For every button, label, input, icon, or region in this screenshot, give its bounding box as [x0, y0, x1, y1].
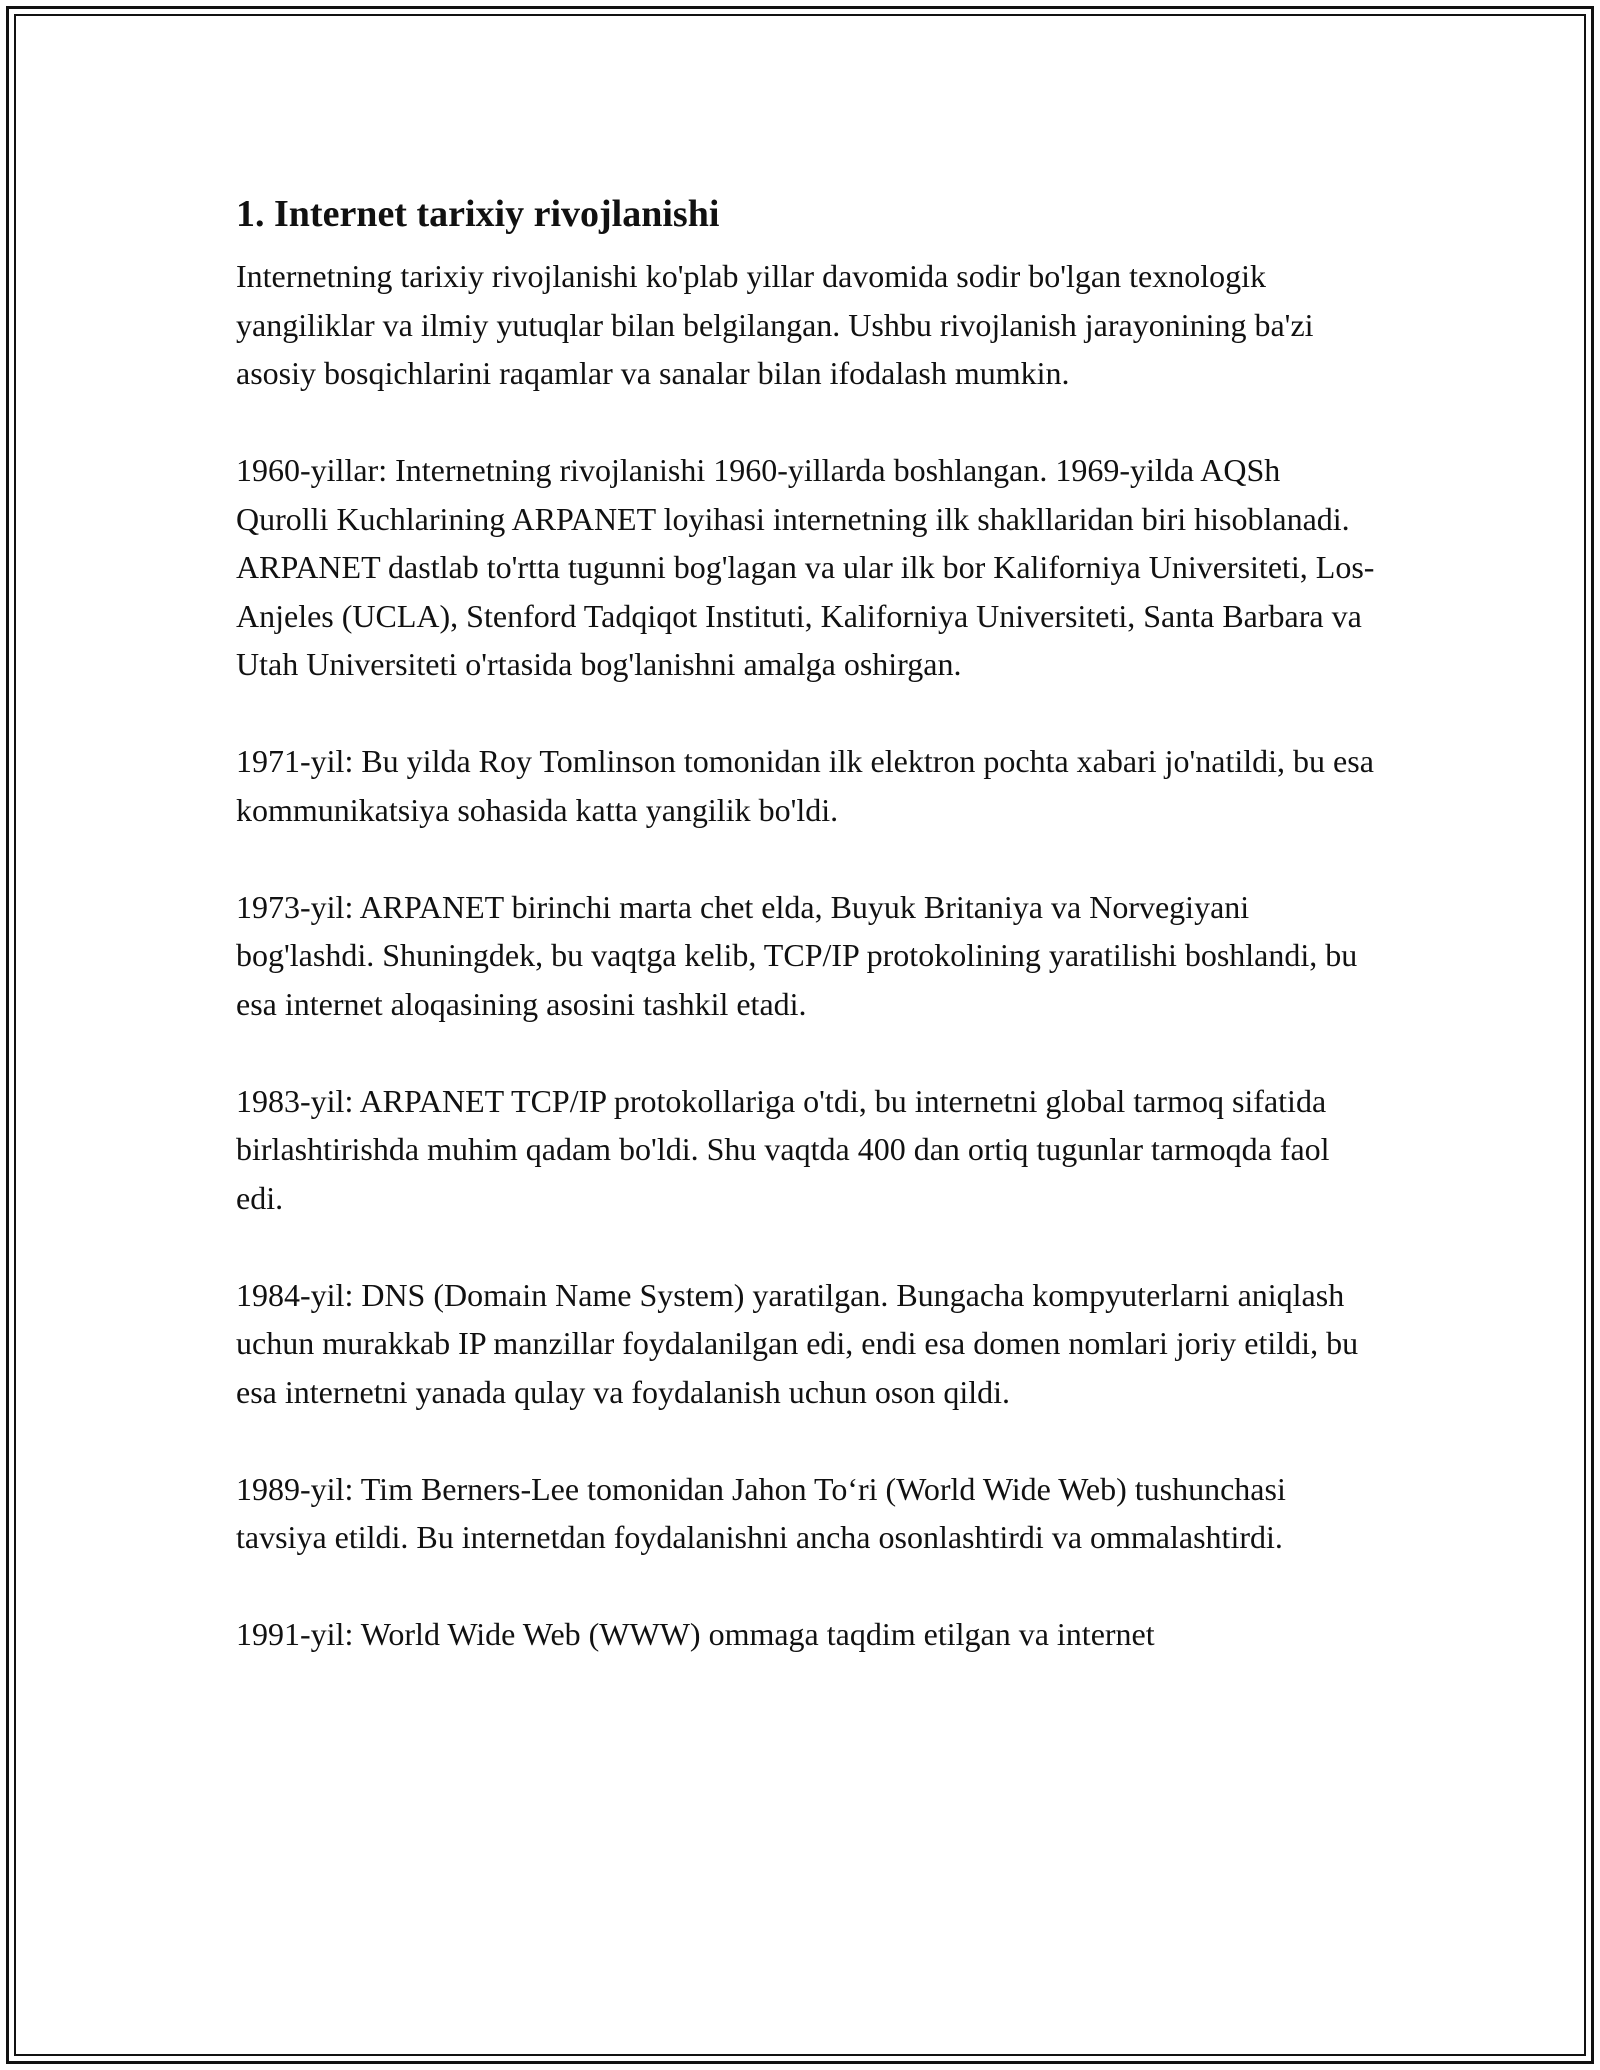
- paragraph-1983: 1983-yil: ARPANET TCP/IP protokollariga o'tdi, bu internetni global tarmoq sifatida birlashtirishda muhim qadam bo'ldi. Shu vaqtda 400 dan ortiq tugunlar tarmoqda faol edi.: [236, 1082, 1330, 1216]
- paragraph-1973: 1973-yil: ARPANET birinchi marta chet elda, Buyuk Britaniya va Norvegiyani bog'lashdi. Shuningdek, bu vaqtga kelib, TCP/IP protokolining yaratilishi boshlandi, bu esa internet aloqasining asosini tashkil etadi.: [236, 888, 1358, 1022]
- paragraph-1960s: 1960-yillar: Internetning rivojlanishi 1960-yillarda boshlangan. 1969-yilda AQSh Qurolli Kuchlarining ARPANET loyihasi internetning ilk shakllaridan biri hisoblanadi. ARPANET dastlab to'rtta tugunni bog'lagan va ular ilk bor Kaliforniya Universiteti, Los-Anjeles (UCLA), Stenford Tadqiqot Instituti, Kaliforniya Universiteti, Santa Barbara va Utah Universiteti o'rtasida bog'lanishni amalga oshirgan.: [236, 452, 1375, 682]
- paragraph-intro: Internetning tarixiy rivojlanishi ko'plab yillar davomida sodir bo'lgan texnologik yangiliklar va ilmiy yutuqlar bilan belgilangan. Ushbu rivojlanish jarayonining ba'zi asosiy bosqichlarini raqamlar va sanalar bilan ifodalash mumkin.: [236, 258, 1314, 391]
- paragraph-1991: 1991-yil: World Wide Web (WWW) ommaga taqdim etilgan va internet: [236, 1616, 1155, 1652]
- paragraph-1984: 1984-yil: DNS (Domain Name System) yaratilgan. Bungacha kompyuterlarni aniqlash uchun murakkab IP manzillar foydalanilgan edi, endi esa domen nomlari joriy etildi, bu esa internetni yanada qulay va foydalanish uchun oson qildi.: [236, 1276, 1359, 1410]
- paragraph-1971: 1971-yil: Bu yilda Roy Tomlinson tomonidan ilk elektron pochta xabari jo'natildi, bu esa kommunikatsiya sohasida katta yangilik bo'ldi.: [236, 743, 1374, 828]
- paragraph-1989: 1989-yil: Tim Berners-Lee tomonidan Jahon To‘ri (World Wide Web) tushunchasi tavsiya etildi. Bu internetdan foydalanishni ancha osonlashtirdi va ommalashtirdi.: [236, 1470, 1286, 1555]
- document-body: [236, 186, 1376, 1707]
- section-heading: 1. Internet tarixiy rivojlanishi: [236, 193, 720, 235]
